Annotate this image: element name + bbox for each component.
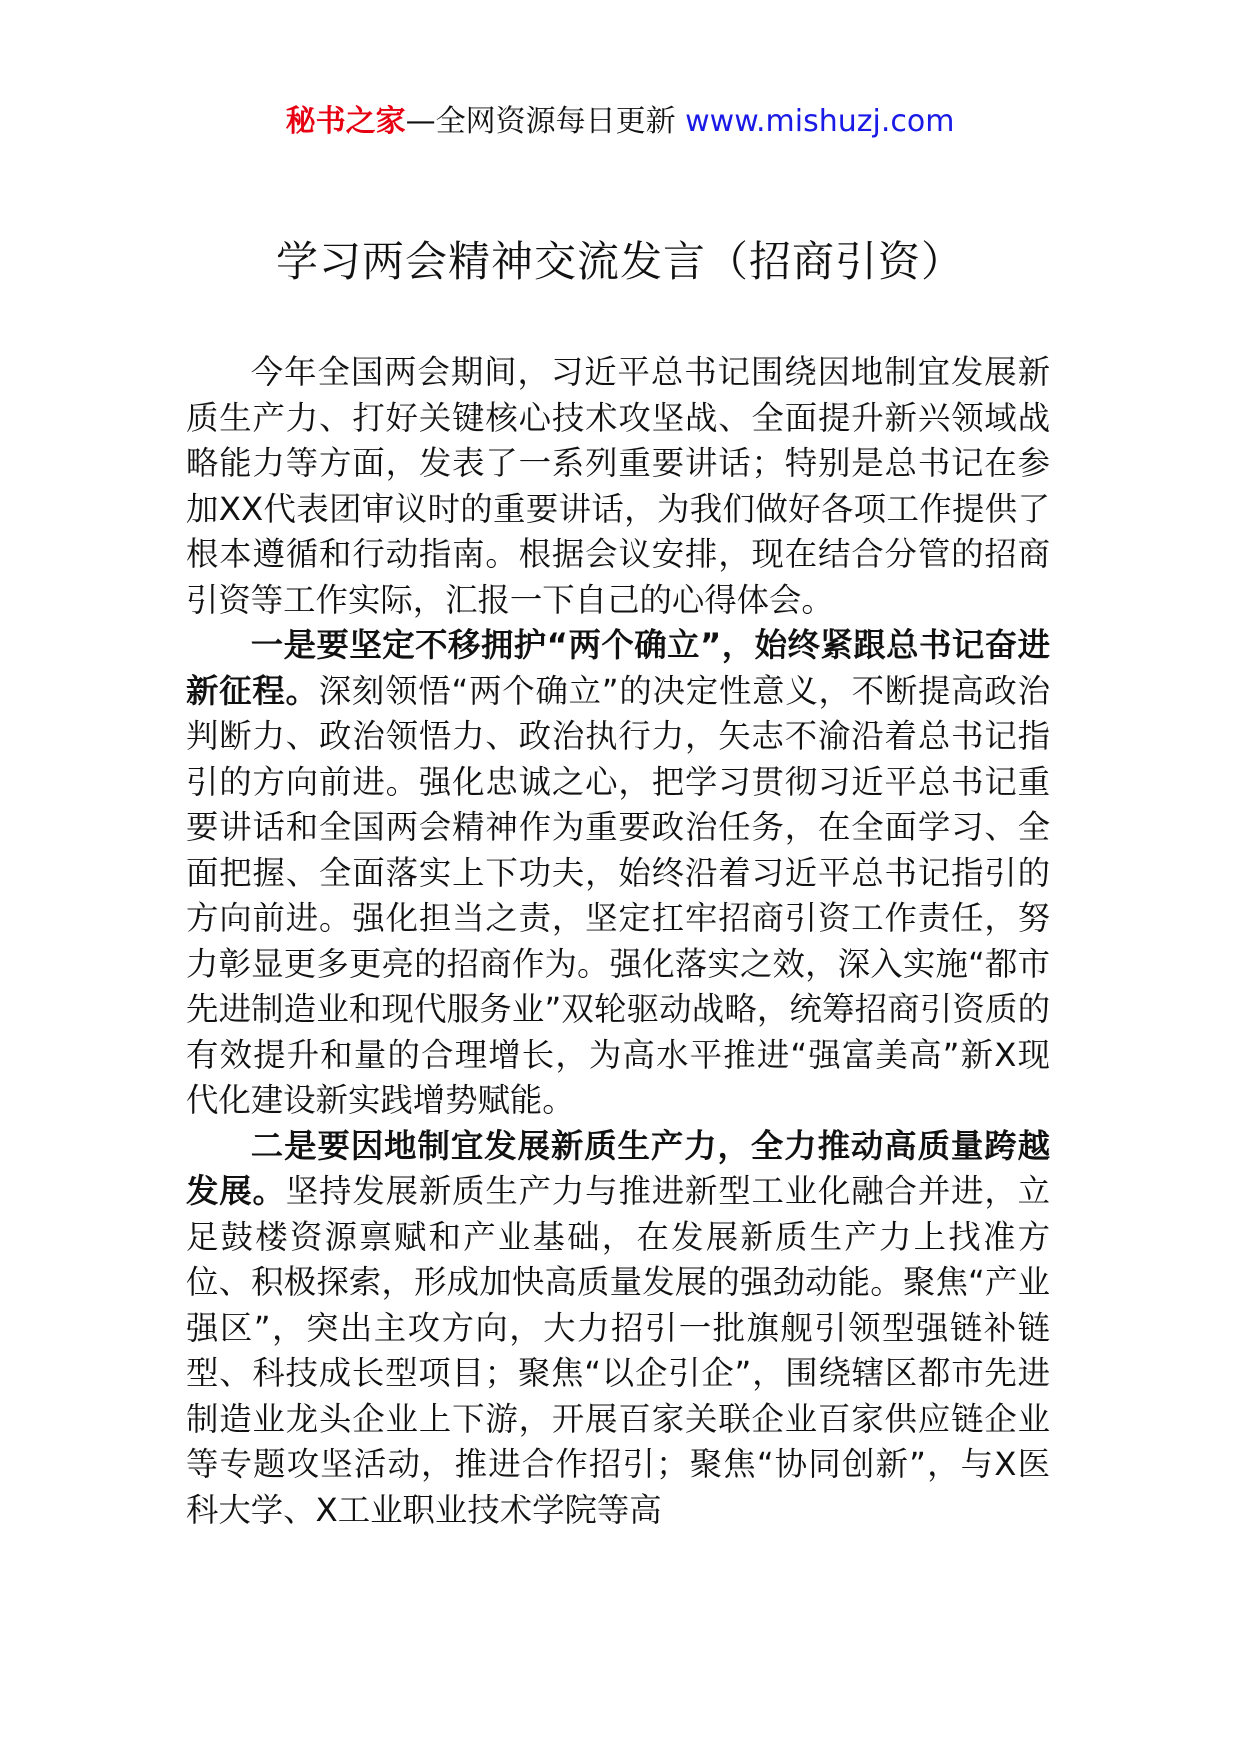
point-one-heading: 一是要坚定不移拥护“两个确立”，始终紧跟总书记奋进新征程。: [186, 626, 1050, 710]
intro-paragraph-text: 今年全国两会期间，习近平总书记围绕因地制宜发展新质生产力、打好关键核心技术攻坚战、全面提升新兴领域战略能力等方面，发表了一系列重要讲话；特别是总书记在参加XX代表团审议时的重要讲话，为我们做好各项工作提供了根本遵循和行动指南。根据会议安排，现在结合分管的招商引资等工作实际，汇报一下自己的心得体会。: [186, 353, 1050, 619]
point-one-text: 深刻领悟“两个确立”的决定性意义，不断提高政治判断力、政治领悟力、政治执行力，矢志不渝沿着总书记指引的方向前进。强化忠诚之心，把学习贯彻习近平总书记重要讲话和全国两会精神作为重要政治任务，在全面学习、全面把握、全面落实上下功夫，始终沿着习近平总书记指引的方向前进。强化担当之责，坚定扛牢招商引资工作责任，努力彰显更多更亮的招商作为。强化落实之效，深入实施“都市先进制造业和现代服务业”双轮驱动战略，统筹招商引资质的有效提升和量的合理增长，为高水平推进“强富美高”新X现代化建设新实践增势赋能。: [186, 671, 1051, 1119]
site-url-link[interactable]: www.mishuzj.com: [685, 104, 955, 139]
site-header: [0, 100, 1240, 144]
point-two-text: 坚持发展新质生产力与推进新型工业化融合并进，立足鼓楼资源禀赋和产业基础，在发展新质生产力上找准方位、积极探索，形成加快高质量发展的强劲动能。聚焦“产业强区”，突出主攻方向，大力招引一批旗舰引领型强链补链型、科技成长型项目；聚焦“以企引企”，围绕辖区都市先进制造业龙头企业上下游，开展百家关联企业百家供应链企业等专题攻坚活动，推进合作招引；聚焦“协同创新”，与X医科大学、X工业职业技术学院等高: [186, 1172, 1051, 1529]
site-brand: 秘书之家: [285, 104, 406, 139]
point-one-paragraph: [186, 623, 1050, 1124]
intro-paragraph: [186, 350, 1050, 623]
point-two-heading: 二是要因地制宜发展新质生产力，全力推动高质量跨越发展。: [186, 1126, 1050, 1210]
document-title: 学习两会精神交流发言（招商引资）: [275, 237, 964, 286]
point-two-paragraph: [186, 1124, 1050, 1534]
site-tagline: —全网资源每日更新: [405, 104, 676, 139]
document-body: [186, 350, 1050, 1533]
